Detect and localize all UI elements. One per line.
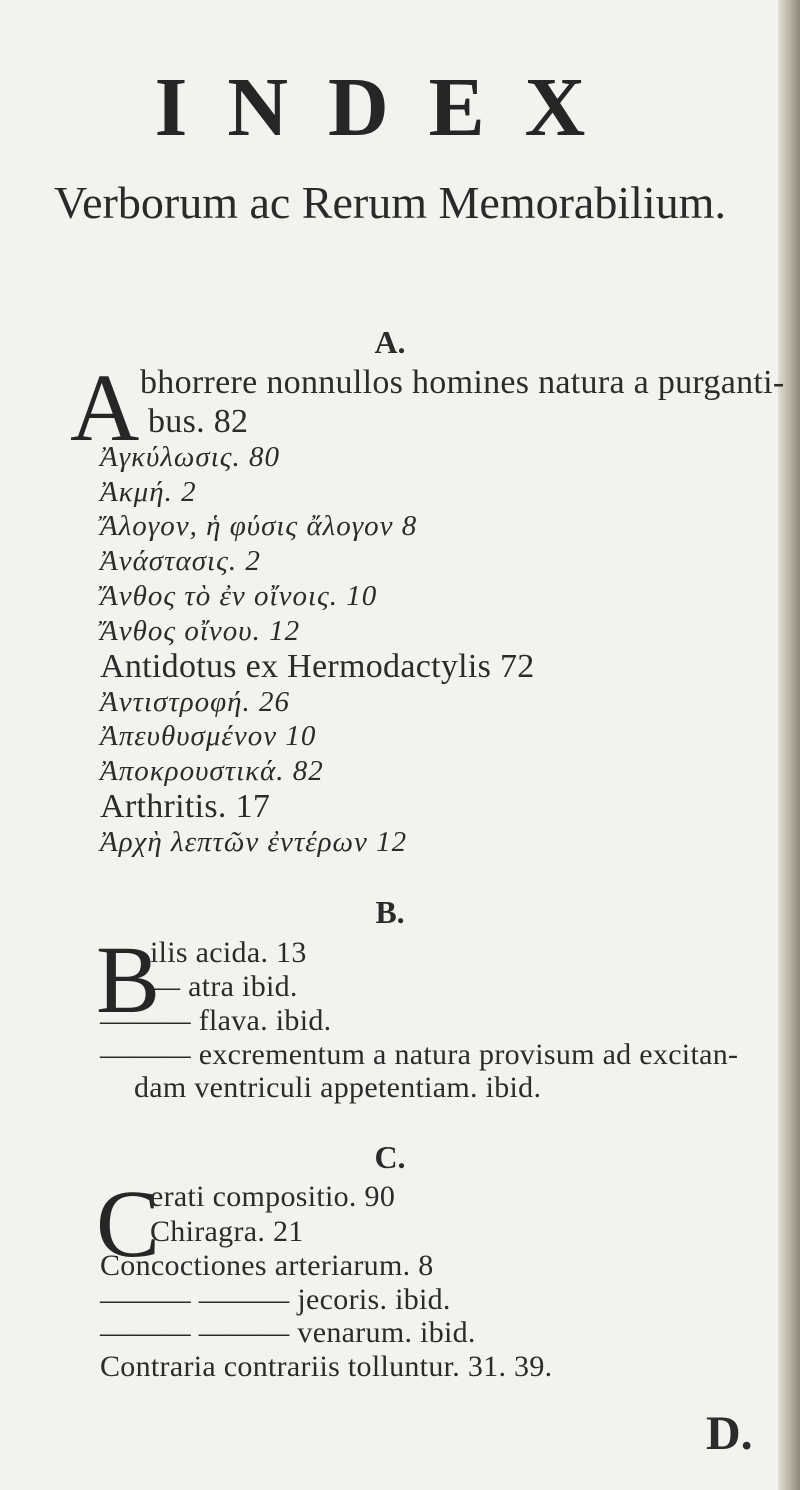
index-title: INDEX — [154, 61, 626, 154]
entry-a-12: Ἀποκρουστικά. 82 — [100, 755, 324, 787]
drop-cap-a: A — [70, 354, 140, 461]
entry-c-1: erati compositio. 90 — [150, 1180, 396, 1213]
catchword: D. — [706, 1407, 753, 1460]
entry-c-3: Concoctiones arteriarum. 8 — [100, 1249, 434, 1282]
entry-c-6: Contraria contrariis tolluntur. 31. 39. — [100, 1350, 553, 1383]
section-letter-c: C. — [374, 1139, 406, 1175]
entry-a-6: Ἀνάστασις. 2 — [100, 545, 261, 577]
entry-a-3: Ἀγκύλωσις. 80 — [100, 441, 281, 473]
entry-a-2: bus. 82 — [148, 403, 249, 440]
entry-c-5: ——— ——— venarum. ibid. — [100, 1316, 476, 1349]
entry-a-13: Arthritis. 17 — [100, 788, 271, 825]
drop-cap-c: C — [96, 1170, 161, 1277]
entry-b-3: ——— flava. ibid. — [100, 1004, 332, 1037]
entry-b-5: dam ventriculi appetentiam. ibid. — [134, 1071, 542, 1104]
entry-b-1: ilis acida. 13 — [150, 936, 307, 969]
entry-a-7: Ἄνθος τὸ ἐν οἴνοις. 10 — [100, 580, 378, 612]
entry-c-4: ——— ——— jecoris. ibid. — [100, 1283, 451, 1316]
entry-b-4: ——— excrementum a natura provisum ad excitan- — [100, 1038, 739, 1071]
entry-a-14: Ἀρχὴ λεπτῶν ἐντέρων 12 — [100, 826, 408, 858]
entry-b-2: — atra ibid. — [150, 970, 298, 1003]
page-edge-shadow — [778, 0, 800, 1490]
entry-a-8: Ἄνθος οἴνου. 12 — [100, 615, 301, 647]
section-letter-a: A. — [374, 324, 406, 360]
section-letter-b: B. — [375, 894, 405, 930]
drop-cap-b: B — [96, 926, 161, 1033]
entry-a-10: Ἀντιστροφή. 26 — [100, 686, 291, 718]
entry-a-4: Ἀκμή. 2 — [100, 476, 197, 508]
entry-a-11: Ἀπευθυσμένον 10 — [100, 720, 317, 752]
entry-a-9: Antidotus ex Hermodactylis 72 — [100, 648, 535, 685]
entry-a-1: bhorrere nonnullos homines natura a purganti- — [140, 364, 785, 401]
index-subtitle: Verborum ac Rerum Memorabilium. — [54, 177, 726, 228]
entry-a-5: Ἄλογον, ἡ φύσις ἄλογον 8 — [100, 510, 418, 542]
entry-c-2: Chiragra. 21 — [150, 1215, 304, 1248]
